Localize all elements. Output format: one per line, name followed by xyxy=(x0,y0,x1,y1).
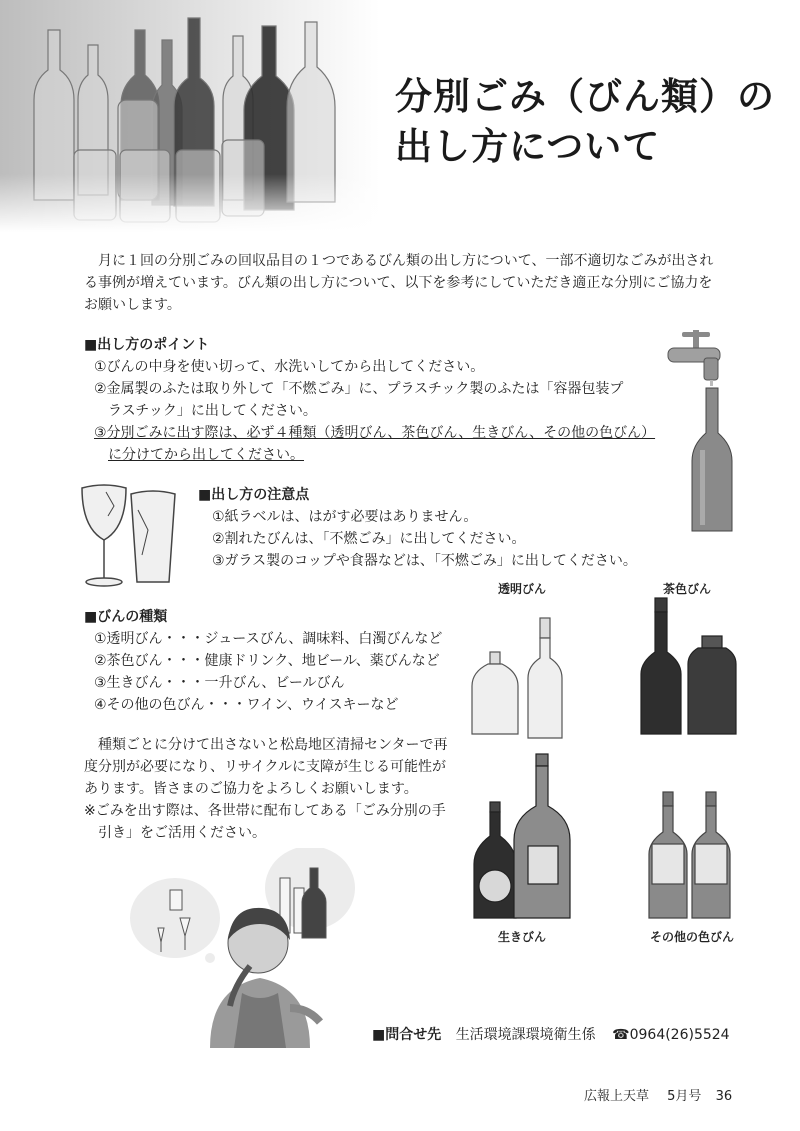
page-number: 36 xyxy=(715,1089,733,1104)
type-item: ②茶色びん・・・健康ドリンク、地ビール、薬びんなど xyxy=(94,653,440,669)
point-item: に分けてから出してください。 xyxy=(108,447,304,463)
wine-glass-icon xyxy=(82,485,126,586)
intro-line: る事例が増えています。びん類の出し方について、以下を参考にしていただき適正な分別にご協力を xyxy=(84,275,713,291)
closing-line: ※ごみを出す際は、各世帯に配布してある「ごみ分別の手 xyxy=(84,803,446,819)
caution-item: ②割れたびんは、「不燃ごみ」に出してください。 xyxy=(212,531,526,547)
closing-line: 引き」をご活用ください。 xyxy=(84,825,266,841)
cup-icon xyxy=(131,491,175,582)
cautions-heading: ■出し方の注意点 xyxy=(198,487,310,503)
closing-line: あります。皆さまのご協力をよろしくお願いします。 xyxy=(84,781,418,797)
faucet-bottle-illustration xyxy=(660,330,750,539)
caution-item: ③ガラス製のコップや食器などは、「不燃ごみ」に出してください。 xyxy=(212,553,637,569)
title-line-1: 分別ごみ（びん類）の xyxy=(395,75,775,118)
other-color-bottle-icon xyxy=(649,792,730,918)
phone-icon: ☎ xyxy=(612,1027,630,1043)
type-item: ①透明びん・・・ジュースびん、調味料、白濁びんなど xyxy=(94,631,443,647)
faucet-icon xyxy=(668,330,720,386)
intro-paragraph xyxy=(84,250,713,316)
label-other-color-bottle: その他の色びん xyxy=(650,930,735,944)
points-section xyxy=(84,334,655,466)
intro-line: お願いします。 xyxy=(84,297,181,313)
cautions-section xyxy=(198,484,637,572)
label-clear-bottle: 透明びん xyxy=(498,582,547,596)
intro-line: 月に１回の分別ごみの回収品目の１つであるびん類の出し方について、一部不適切なごみが出され xyxy=(84,253,714,269)
caution-item: ①紙ラベルは、はがす必要はありません。 xyxy=(212,509,478,525)
clear-bottle-icon xyxy=(472,618,562,738)
glasses-illustration xyxy=(76,480,186,594)
closing-paragraph xyxy=(84,734,447,844)
label-brown-bottle: 茶色びん xyxy=(663,582,712,596)
contact-info xyxy=(372,1024,730,1044)
point-item: ②金属製のふたは取り外して「不燃ごみ」に、プラスチック製のふたは「容器包装プ xyxy=(94,381,624,397)
title-line-2: 出し方について xyxy=(395,125,661,168)
type-item: ④その他の色びん・・・ワイン、ウイスキーなど xyxy=(94,697,399,713)
publication-name: 広報上天草 xyxy=(584,1089,650,1104)
page-title xyxy=(395,72,775,172)
thinking-person-illustration xyxy=(130,848,355,1052)
contact-label: ■問合せ先 xyxy=(372,1027,442,1043)
point-item: ラスチック」に出してください。 xyxy=(108,403,317,419)
hero-bottles-photo xyxy=(0,0,380,232)
types-heading: ■びんの種類 xyxy=(84,609,168,625)
point-item: ③分別ごみに出す際は、必ず４種類（透明びん、茶色びん、生きびん、その他の色びん） xyxy=(94,425,656,441)
point-item: ①びんの中身を使い切って、水洗いしてから出してください。 xyxy=(94,359,485,375)
label-returnable-bottle: 生きびん xyxy=(498,930,547,944)
bottle-icon xyxy=(692,388,732,531)
type-item: ③生きびん・・・一升びん、ビールびん xyxy=(94,675,345,691)
points-heading: ■出し方のポイント xyxy=(84,337,210,353)
returnable-bottle-icon xyxy=(474,754,570,918)
contact-department: 生活環境課環境衛生係 xyxy=(455,1027,596,1043)
brown-bottle-icon xyxy=(641,598,736,734)
bottle-types-illustration xyxy=(470,596,760,930)
issue-label: 5月号 xyxy=(667,1089,702,1104)
closing-line: 種類ごとに分けて出さないと松島地区清掃センターで再 xyxy=(84,737,448,753)
closing-line: 度分別が必要になり、リサイクルに支障が生じる可能性が xyxy=(84,759,447,775)
contact-phone: 0964(26)5524 xyxy=(629,1027,730,1043)
page-footer xyxy=(584,1085,732,1104)
types-section xyxy=(84,606,442,716)
